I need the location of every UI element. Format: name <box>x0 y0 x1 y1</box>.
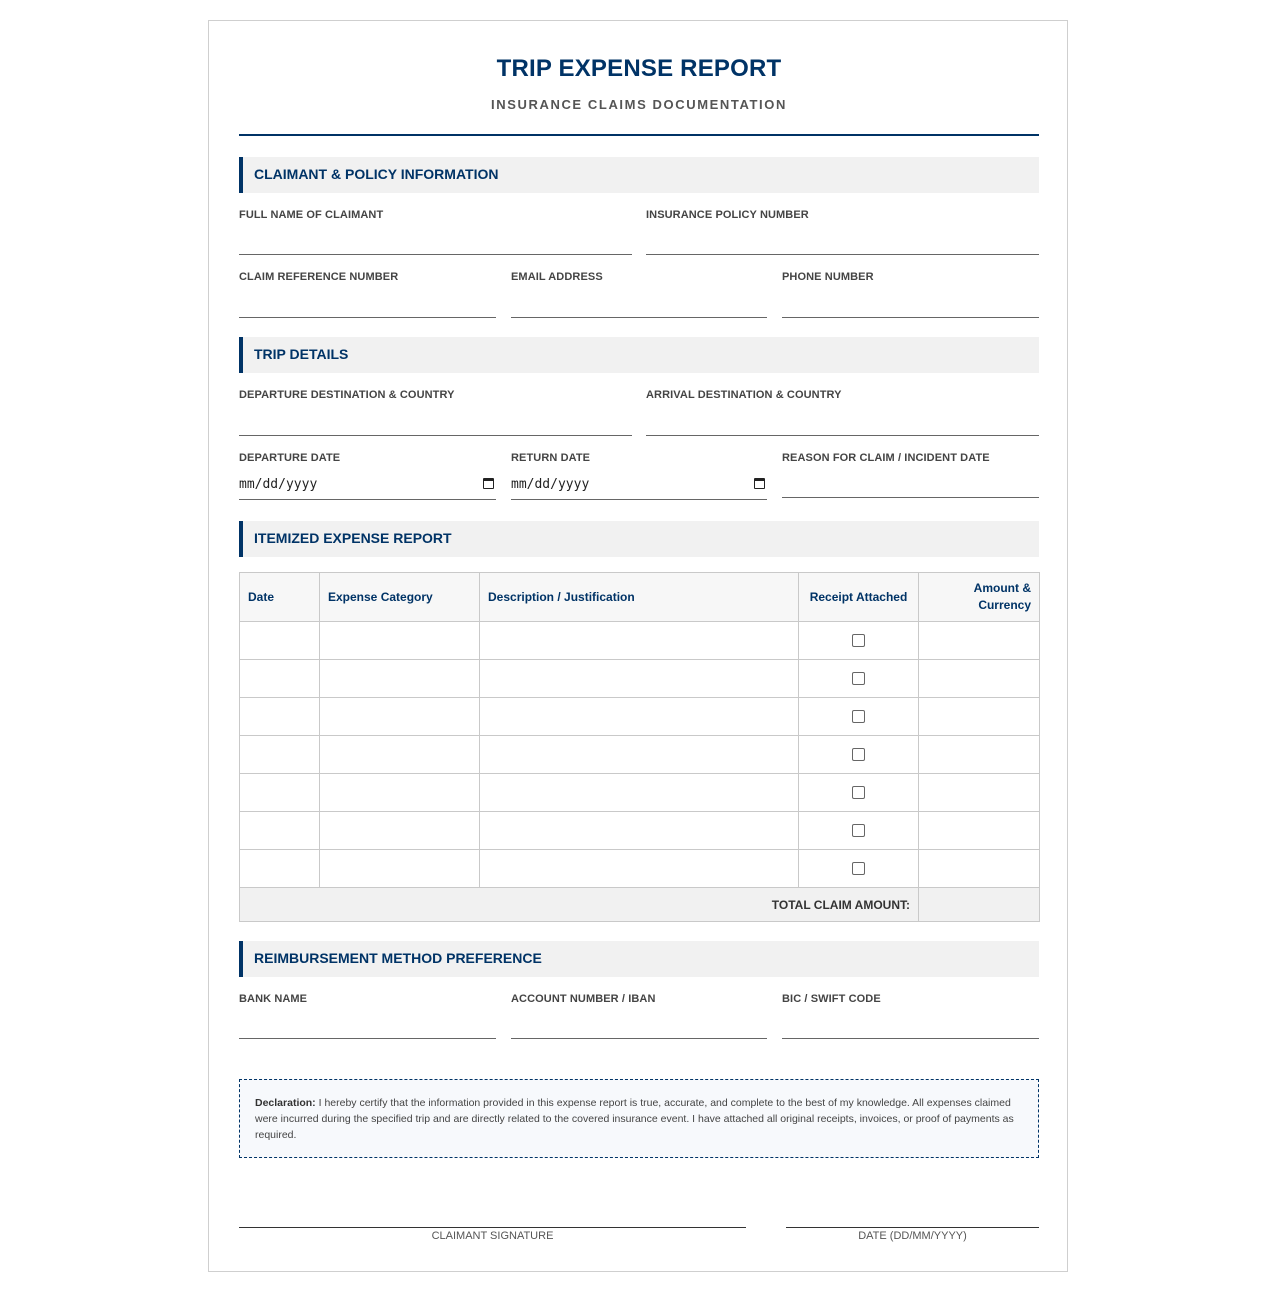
total-claim-label: TOTAL CLAIM AMOUNT: <box>240 888 919 922</box>
table-row <box>240 774 1040 812</box>
amount-cell[interactable] <box>919 774 1040 812</box>
category-cell[interactable] <box>320 812 480 850</box>
claim-reference-input[interactable] <box>239 317 496 318</box>
expense-table-header <box>240 573 1040 622</box>
receipt-checkbox[interactable] <box>852 710 865 723</box>
bank-name-label: BANK NAME <box>239 993 308 1005</box>
description-cell[interactable] <box>480 736 799 774</box>
arrival-destination-input[interactable] <box>646 435 1039 436</box>
receipt-checkbox[interactable] <box>852 824 865 837</box>
page-title: TRIP EXPENSE REPORT <box>496 55 782 82</box>
column-header-amount: Amount & Currency <box>919 573 1040 622</box>
arrival-destination-label: ARRIVAL DESTINATION & COUNTRY <box>646 389 842 401</box>
description-cell[interactable] <box>480 812 799 850</box>
receipt-cell <box>799 698 919 736</box>
receipt-checkbox[interactable] <box>852 748 865 761</box>
page-subtitle: INSURANCE CLAIMS DOCUMENTATION <box>491 97 787 112</box>
receipt-checkbox[interactable] <box>852 672 865 685</box>
total-row <box>240 888 1040 922</box>
amount-cell[interactable] <box>919 622 1040 660</box>
departure-date-input[interactable] <box>239 470 496 500</box>
account-number-input[interactable] <box>511 1038 767 1039</box>
table-row <box>240 812 1040 850</box>
date-cell[interactable] <box>240 774 320 812</box>
category-cell[interactable] <box>320 736 480 774</box>
phone-input[interactable] <box>782 317 1039 318</box>
table-row <box>240 850 1040 888</box>
departure-date-placeholder: mm/dd/yyyy <box>239 477 318 492</box>
reason-label: REASON FOR CLAIM / INCIDENT DATE <box>782 452 990 464</box>
section-heading-claimant: CLAIMANT & POLICY INFORMATION <box>239 157 1039 193</box>
description-cell[interactable] <box>480 622 799 660</box>
description-cell[interactable] <box>480 698 799 736</box>
receipt-checkbox[interactable] <box>852 634 865 647</box>
return-date-placeholder: mm/dd/yyyy <box>511 477 590 492</box>
signature-date-line[interactable] <box>786 1227 1039 1228</box>
amount-cell[interactable] <box>919 812 1040 850</box>
date-cell[interactable] <box>240 622 320 660</box>
expense-table <box>239 572 1040 922</box>
category-cell[interactable] <box>320 622 480 660</box>
table-row <box>240 698 1040 736</box>
reason-input[interactable] <box>782 497 1039 498</box>
receipt-cell <box>799 736 919 774</box>
amount-cell[interactable] <box>919 660 1040 698</box>
claimant-signature-line[interactable] <box>239 1227 746 1228</box>
date-cell[interactable] <box>240 698 320 736</box>
departure-destination-label: DEPARTURE DESTINATION & COUNTRY <box>239 389 455 401</box>
account-number-label: ACCOUNT NUMBER / IBAN <box>511 993 656 1005</box>
email-input[interactable] <box>511 317 767 318</box>
signature-date-label: DATE (DD/MM/YYYY) <box>858 1230 967 1242</box>
receipt-cell <box>799 660 919 698</box>
table-row <box>240 736 1040 774</box>
amount-cell[interactable] <box>919 850 1040 888</box>
category-cell[interactable] <box>320 660 480 698</box>
amount-cell[interactable] <box>919 736 1040 774</box>
description-cell[interactable] <box>480 774 799 812</box>
declaration-box <box>239 1079 1039 1158</box>
bic-swift-input[interactable] <box>782 1038 1039 1039</box>
total-claim-amount[interactable] <box>919 888 1040 922</box>
calendar-icon[interactable] <box>483 478 494 489</box>
phone-label: PHONE NUMBER <box>782 271 874 283</box>
bank-name-input[interactable] <box>239 1038 496 1039</box>
column-header-receipt: Receipt Attached <box>799 573 919 622</box>
declaration-text: I hereby certify that the information provided in this expense report is true, accurate, and complete to the best of my knowledge. All expenses claimed were incurred during the specified trip and are directly related to the covered insurance event. I have attached all original receipts, invoices, or proof of payments as required. <box>255 1097 1014 1141</box>
policy-number-input[interactable] <box>646 254 1039 255</box>
section-heading-expenses: ITEMIZED EXPENSE REPORT <box>239 521 1039 557</box>
category-cell[interactable] <box>320 774 480 812</box>
section-heading-reimbursement: REIMBURSEMENT METHOD PREFERENCE <box>239 941 1039 977</box>
receipt-cell <box>799 774 919 812</box>
date-cell[interactable] <box>240 736 320 774</box>
category-cell[interactable] <box>320 698 480 736</box>
description-cell[interactable] <box>480 850 799 888</box>
column-header-description: Description / Justification <box>480 573 799 622</box>
claimant-signature-label: CLAIMANT SIGNATURE <box>431 1230 554 1242</box>
email-label: EMAIL ADDRESS <box>511 271 603 283</box>
departure-date-label: DEPARTURE DATE <box>239 452 341 464</box>
category-cell[interactable] <box>320 850 480 888</box>
declaration-lead: Declaration: <box>255 1097 316 1109</box>
receipt-checkbox[interactable] <box>852 786 865 799</box>
table-row <box>240 622 1040 660</box>
return-date-label: RETURN DATE <box>511 452 591 464</box>
amount-cell[interactable] <box>919 698 1040 736</box>
date-cell[interactable] <box>240 850 320 888</box>
receipt-cell <box>799 812 919 850</box>
return-date-input[interactable] <box>511 470 767 500</box>
departure-destination-input[interactable] <box>239 435 632 436</box>
section-heading-trip: TRIP DETAILS <box>239 337 1039 373</box>
table-row <box>240 660 1040 698</box>
column-header-date: Date <box>240 573 320 622</box>
report-page <box>208 20 1068 1272</box>
bic-swift-label: BIC / SWIFT CODE <box>782 993 881 1005</box>
claim-reference-label: CLAIM REFERENCE NUMBER <box>239 271 399 283</box>
description-cell[interactable] <box>480 660 799 698</box>
policy-number-label: INSURANCE POLICY NUMBER <box>646 209 809 221</box>
date-cell[interactable] <box>240 812 320 850</box>
full-name-input[interactable] <box>239 254 632 255</box>
header-divider <box>239 134 1039 136</box>
column-header-category: Expense Category <box>320 573 480 622</box>
full-name-label: FULL NAME OF CLAIMANT <box>239 209 384 221</box>
calendar-icon[interactable] <box>754 478 765 489</box>
receipt-cell <box>799 622 919 660</box>
date-cell[interactable] <box>240 660 320 698</box>
receipt-checkbox[interactable] <box>852 862 865 875</box>
receipt-cell <box>799 850 919 888</box>
